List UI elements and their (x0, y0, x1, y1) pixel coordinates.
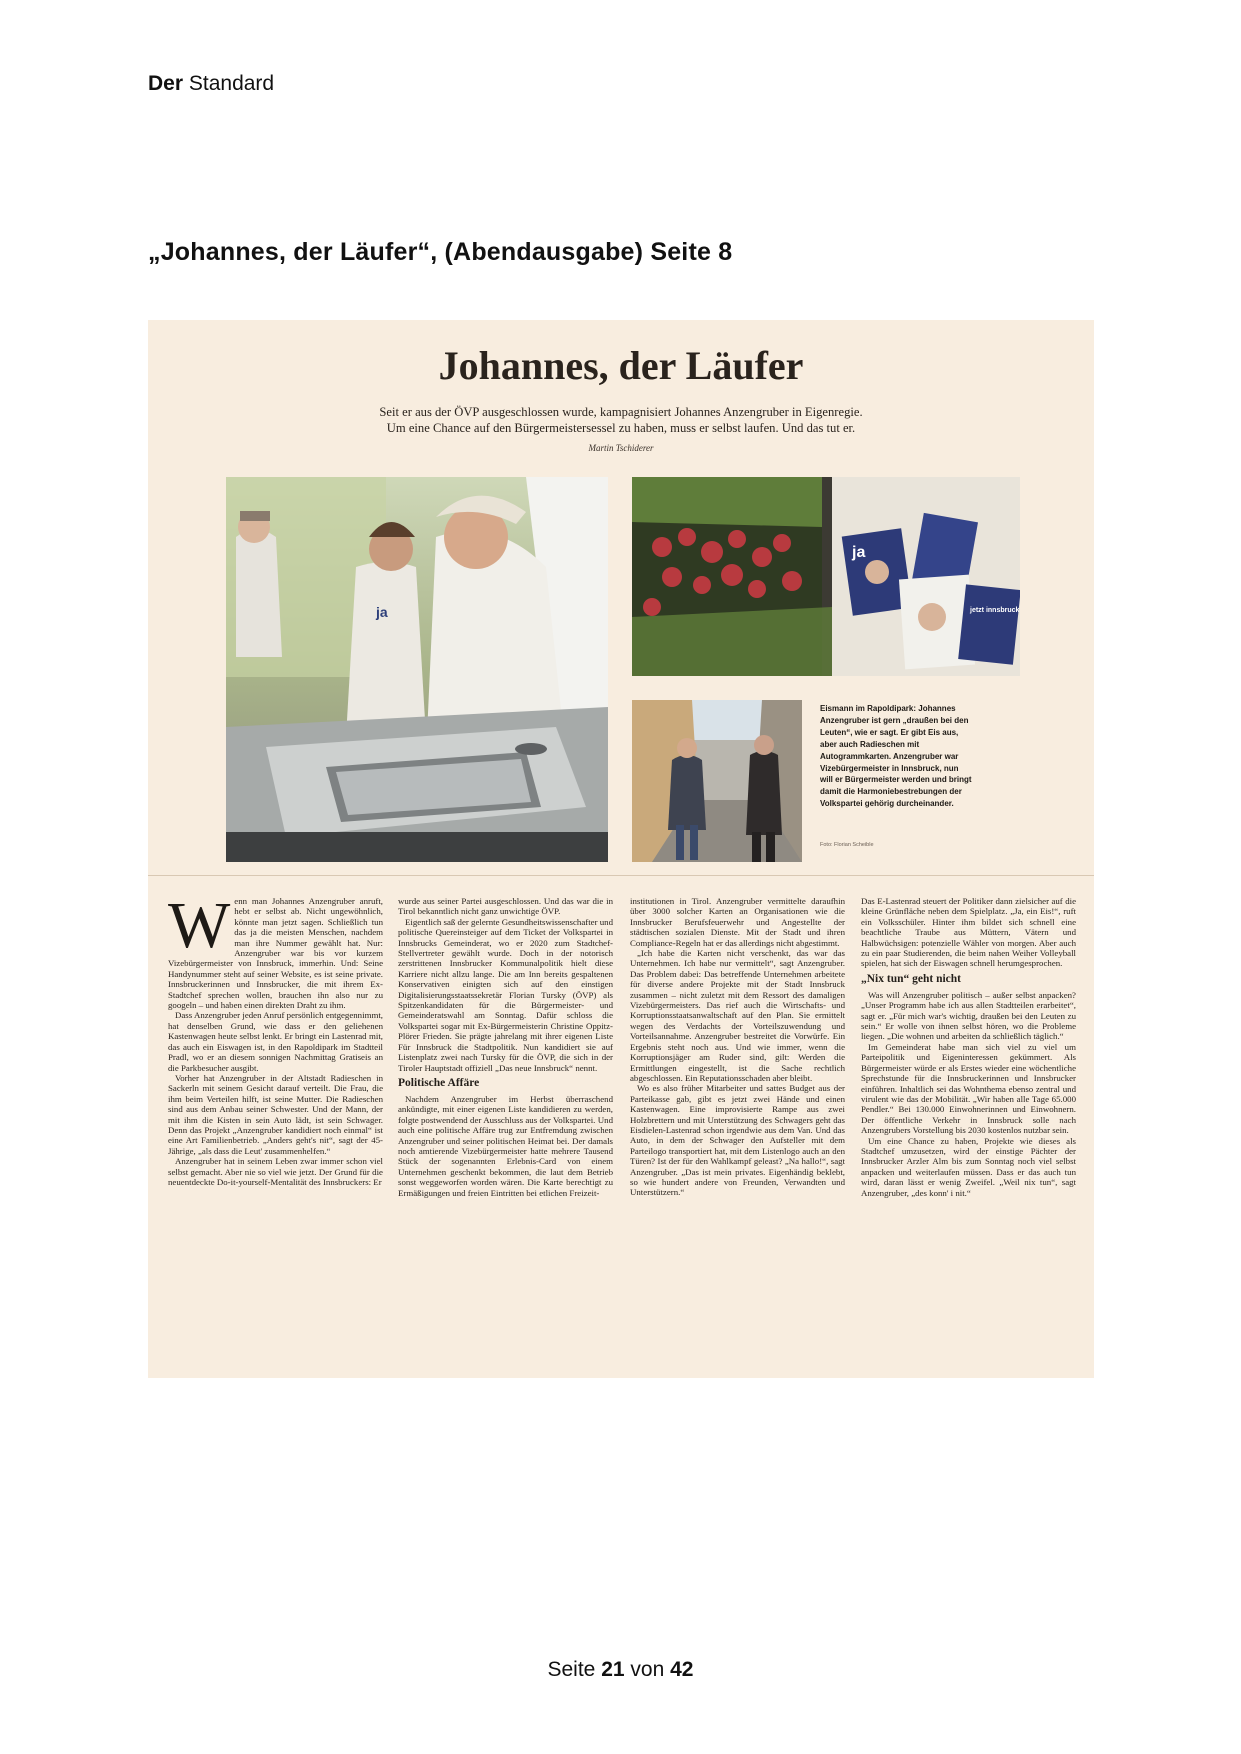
paragraph: Vorher hat Anzengruber in der Altstadt Radieschen in Sackerln mit seinem Gesicht darauf verteilt. Die Frau, die ihm beim Verteilen hilft, ist seine Mutter. Die Radieschen sind aus dem Anbau seiner Schwester. Und der Mann, der mit ihm die Kisten in sein Auto lädt, ist sein Schwager. Denn das Projekt „Anzengruber kandidiert noch einmal“ ist eine Art Familienbetrieb. „Anders geht's nit“, sagt der 45-Jährige, „als dass die Leut' zusammenhelfen.“ (168, 1072, 383, 1156)
article-author: Martin Tschiderer (588, 443, 654, 453)
article-title: Johannes, der Läufer (438, 343, 804, 388)
article-body (168, 896, 1076, 1370)
flyer-logo: ja (852, 544, 866, 561)
photo-caption: Eismann im Rapoldipark: Johannes Anzengruber ist gern „draußen bei den Leuten“, wie er sagt. Er gibt Eis aus, aber auch Radieschen mit Autogrammkarten. Anzengruber war Vizebürgermeister in Innsbruck, nun will er Bürgermeister werden und bringt damit die Harmoniebestrebungen der Volkspartei gehörig durcheinander. (820, 704, 972, 809)
article-subtitle (298, 404, 944, 436)
newspaper-clipping (148, 320, 1094, 1378)
subtitle-line-1: Seit er aus der ÖVP ausgeschlossen wurde, kampagnisiert Johannes Anzengruber in Eigenregie. (379, 405, 863, 419)
paragraph: wurde aus seiner Partei ausgeschlossen. Und das war die in Tirol bekanntlich nicht ganz unwichtige ÖVP. (398, 896, 613, 917)
divider (148, 875, 1094, 876)
paragraph: Anzengruber hat in seinem Leben zwar immer schon viel selbst gemacht. Aber nie so viel wie jetzt. Der Grund für die neuentdeckte Do-it-yourself-Mentalität des Innsbruckers: Er (168, 1156, 383, 1187)
photo-credit: Foto: Florian Scheible (820, 842, 874, 848)
paragraph: Was will Anzengruber politisch – außer selbst anpacken? „Unser Programm habe ich aus allen Stadtteilen erarbeitet“, sagt er. „Für mich war's wichtig, draußen bei den Leuten zu sein.“ Er wolle von ihnen selbst hören, wo die Probleme liegen. „Die wohnen und arbeiten da schließlich täglich.“ (861, 989, 1076, 1042)
subtitle-line-2: Um eine Chance auf den Bürgermeistersessel zu haben, muss er selbst laufen. Und das tut er. (386, 421, 856, 435)
flyer-logo-small: jetzt innsbruck (970, 607, 1020, 614)
paragraph: Das E-Lastenrad steuert der Politiker dann zielsicher auf die kleine Grünfläche neben dem Spielplatz. „Ja, ein Eis!“, ruft ein Volksschüler. Hinter ihm bildet sich schnell eine beachtliche Traube aus Müttern, Vätern und Halbwüchsigen: potenzielle Wähler von morgen. Aber auch zu ein paar Studierenden, die beim nahen Weiher Volleyball spielen, hat sich der Eiswagen schnell herumgesprochen. (861, 896, 1076, 969)
paragraph: Nachdem Anzengruber im Herbst überraschend ankündigte, mit einer eigenen Liste kandidieren zu werden, folgte postwendend der Ausschluss aus der Volkspartei. Und auch eine politische Affäre trug zur Entfremdung zwischen Anzengruber und seiner politischen Heimat bei. Der damals noch amtierende Vizebürgermeister hatte mehrere Tausend Stück der sogenannten Erlebnis-Card von einem Unternehmen geschenkt bekommen, die laut dem Betrieb sonst weggeworfen worden wären. Die Karte berechtigt zu Ermäßigungen und freien Eintritten bei etlichen Freizeit- (398, 1093, 613, 1198)
photo-street-scene (632, 700, 802, 862)
photo-radishes-flyers (632, 477, 1020, 676)
paragraph: Eigentlich saß der gelernte Gesundheitswissenschafter und politische Quereinsteiger auf dem Ticket der Volkspartei in Innsbrucks Gemeinderat, wo er 2020 zum Stadtchef-Stellvertreter gewählt wurde. Doch in der notorisch zerstrittenen Innsbrucker Kommunalpolitik hielt diese Karriere nicht allzu lange. Die am Inn bereits gespaltenen Konservativen einigten sich auf den einstigen Digitalisierungsstaatssekretär Florian Tursky (ÖVP) als Spitzenkandidaten für die Bürgermeister- und Gemeinderatswahl am Sonntag. Dafür schloss die Volkspartei sogar mit Ex-Bürgermeisterin Christine Oppitz-Plörer Frieden. Sie prägte jahrelang mit ihrer eigenen Liste Für Innsbruck die Stadtpolitik. Nun kandidiert sie auf Listenplatz zwei nach Tursky für die ÖVP, die sich in der Tiroler Hauptstadt offiziell „Das neue Innsbruck“ nennt. (398, 916, 613, 1073)
photo-radishes-flyers-image (632, 477, 1020, 676)
photo-ice-cream-cart (226, 477, 608, 862)
paragraph: Im Gemeinderat habe man sich viel zu viel um Parteipolitik und Eigeninteressen gekümmert. Als Bürgermeister würde er als Erstes wieder eine wöchentliche Sprechstunde für die Innsbruckerinnen und Innsbrucker einführen. Inhaltlich sei das Wohnthema ebenso zentral und virulent wie das der Mobilität. „Wir haben alle Tage 65.000 Pendler.“ Bei 130.000 Einwohnerinnen und Einwohnern. Der öffentliche Verkehr in Innsbruck solle nach Anzengrubers Vorstellung bis 2030 kostenlos nutzbar sein. (861, 1041, 1076, 1136)
paragraph: enn man Johannes Anzengruber anruft, hebt er selbst ab. Nicht ungewöhnlich, könnte man jetzt sagen. Schließlich tun das ja die meisten Menschen, nachdem man ihre Nummer gewählt hat. Nur: Anzengruber war bis vor kurzem Vizebürgermeister von Innsbruck, immerhin. Und: Seine Handynummer steht auf seiner Website, es ist seine private. Innsbruckerinnen und Innsbrucker, die mit ihrem Ex-Stadtchef sprechen wollen, brauchen ihn also nur zu googeln – und haben einen direkten Draht zu ihm. (168, 896, 383, 1011)
page-number-footer: Seite 21 von 42 (547, 1658, 694, 1681)
article-column-1 (168, 896, 383, 1370)
drop-cap: W (168, 896, 231, 962)
article-column-3 (630, 896, 845, 1370)
article-column-2 (398, 896, 613, 1370)
photo-ice-cream-cart-image (226, 477, 608, 862)
paragraph: „Ich habe die Karten nicht verschenkt, das war das Unternehmen. Ich habe nur vermittelt“, sagt Anzengruber. Das Problem dabei: Das betreffende Unternehmen arbeitete für diverse andere Projekte mit der Stadt Innsbruck zusammen – nicht zuletzt mit dem Ressort des damaligen Vizebürgermeisters. Das rief auch die Wirtschafts- und Korruptionsstaatsanwaltschaft auf den Plan. Sie ermittelt wegen des Verdachts der Vorteilszuwendung und Vorteilsannahme. Anzengruber bestreitet die Vorwürfe. Ein Ergebnis steht noch aus. Und wie immer, wenn die Korruptionsjäger am Ruder sind, gilt: Werden die Ermittlungen eingestellt, ist die Sache rechtlich abgeschlossen. Ein Reputationsschaden aber bleibt. (630, 948, 845, 1083)
photo-street-scene-image (632, 700, 802, 862)
article-column-4 (861, 896, 1076, 1370)
paragraph: Dass Anzengruber jeden Anruf persönlich entgegennimmt, hat denselben Grund, wie dass er den geliehenen Kastenwagen heute selbst lenkt. Er bringt ein Lastenrad mit, das auch ein Eiswagen ist, in den Rapoldipark im Stadtteil Pradl, wo er an diesem sonnigen Nachmittag Gratiseis an die Parkbesucher ausgibt. (168, 1010, 383, 1073)
publication-name: Der Standard (148, 72, 275, 95)
paragraph: Wo es also früher Mitarbeiter und sattes Budget aus der Parteikasse gab, gibt es jetzt zwei Hände und einen Kastenwagen. Eine improvisierte Rampe aus zwei Holzbrettern und mit Unterstützung des Schwagers geht das Eisdielen-Lastenrad schon irgendwie aus dem Van. Und das Auto, in dem der Schwager den Aufsteller mit dem Parteilogo transportiert hat, mit dem Listenlogo auch an den Türen? Ist der für den Wahlkampf geleast? „Na hallo!“, sagt Anzengruber. „Das ist mein privates. Eigenhändig beklebt, so wie hundert andere von Freunden, Verwandten und Unterstützern.“ (630, 1083, 845, 1198)
article-reference-headline: „Johannes, der Läufer“, (Abendausgabe) Seite 8 (148, 238, 733, 266)
apron-logo: ja (376, 604, 388, 620)
paragraph: Um eine Chance zu haben, Projekte wie dieses als Stadtchef umzusetzen, wird der einstige Pächter der Innsbrucker Arzler Alm bis zum Sonntag noch viel selbst anpacken und weiterlaufen müssen. Dass er das auch tun wird, daran lässt er wenig Zweifel. „Weil nix tun“, sagt Anzengruber, „des konn' i nit.“ (861, 1135, 1076, 1198)
subheading: „Nix tun“ geht nicht (861, 972, 961, 985)
paragraph: institutionen in Tirol. Anzengruber vermittelte daraufhin über 3000 solcher Karten an Organisationen wie die Innsbrucker Berufsfeuerwehr und Angestellte der städtischen sozialen Dienste. Mit der Stadt und ihren Compliance-Regeln hat er das allerdings nicht abgestimmt. (630, 896, 845, 948)
subheading: Politische Affäre (398, 1076, 480, 1089)
